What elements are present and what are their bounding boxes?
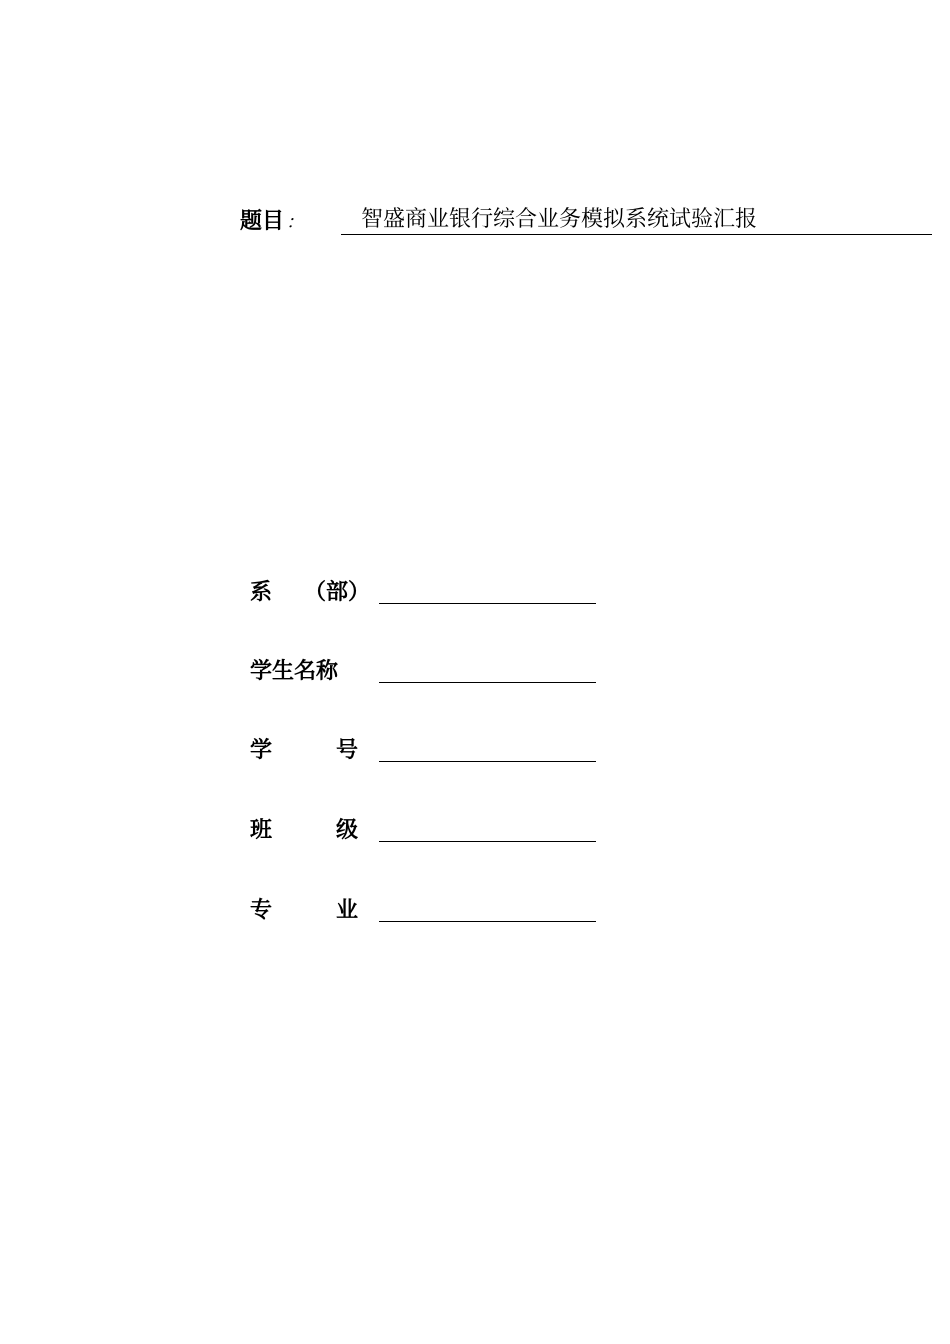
field-row-department (250, 574, 596, 608)
student-id-input-line[interactable] (379, 761, 596, 762)
student-id-label-part-2: 号 (335, 737, 358, 763)
student-id-label-part-1: 学 (250, 737, 273, 763)
department-label (250, 576, 370, 604)
department-label-part-2: （部） (303, 579, 370, 605)
field-row-major (250, 892, 596, 926)
title-label (240, 208, 304, 237)
class-label-part-1: 班 (250, 817, 273, 843)
student-name-input-line[interactable] (379, 682, 596, 683)
field-row-student-id (250, 732, 596, 766)
department-label-part-1: 系 (250, 579, 273, 605)
title-colon: ： (286, 212, 305, 233)
class-label (250, 814, 358, 842)
student-name-label-text: 学生名称 (250, 658, 339, 684)
major-input-line[interactable] (379, 921, 596, 922)
field-row-class (250, 812, 596, 846)
class-input-line[interactable] (379, 841, 596, 842)
department-input-line[interactable] (379, 603, 596, 604)
title-row (240, 204, 932, 240)
class-label-part-2: 级 (335, 817, 358, 843)
major-label-part-2: 业 (335, 897, 358, 923)
title-value-text: 智盛商业银行综合业务模拟系统试验汇报 (361, 207, 758, 232)
field-row-student-name (250, 653, 596, 687)
major-label-part-1: 专 (250, 897, 273, 923)
student-name-label (250, 655, 358, 683)
major-label (250, 894, 358, 922)
title-label-text: 题目 (240, 209, 285, 234)
student-id-label (250, 734, 358, 762)
title-value-field[interactable] (341, 204, 932, 235)
